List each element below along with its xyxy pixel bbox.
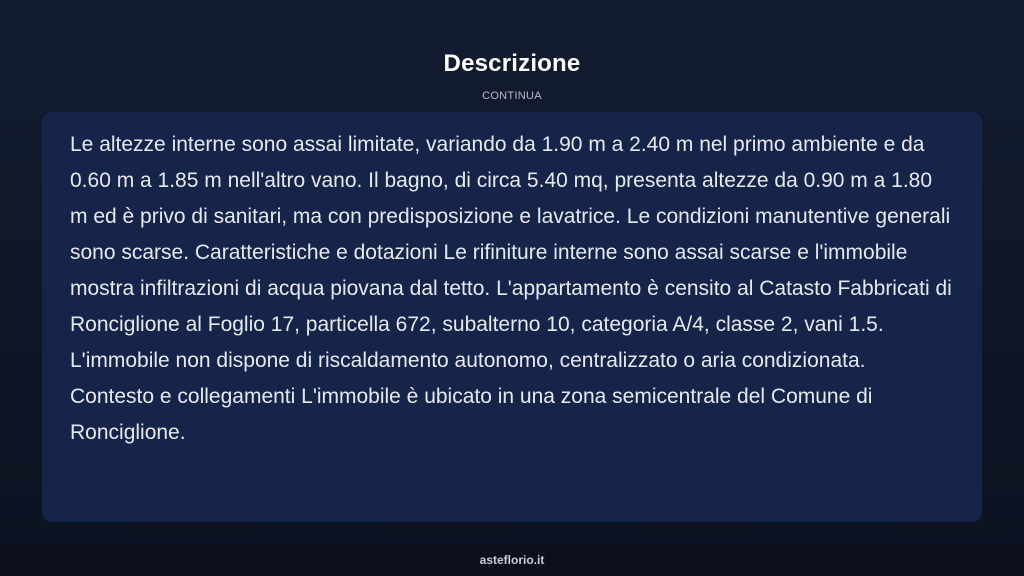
footer-bar <box>0 544 1024 576</box>
description-card <box>42 112 982 522</box>
site-label: asteflorio.it <box>479 553 545 567</box>
page-title: Descrizione <box>443 50 581 77</box>
page-subtitle: CONTINUA <box>482 90 542 102</box>
description-text: Le altezze interne sono assai limitate, variando da 1.90 m a 2.40 m nel primo ambiente e da 0.60 m a 1.85 m nell'altro vano. Il bagno, di circa 5.40 mq, presenta altezze da 0.90 m a 1.80 m ed è privo di sanitari, ma con predisposizione e lavatrice. Le condizioni manutentive generali sono scarse. Caratteristiche e dotazioni Le rifiniture interne sono assai scarse e l'immobile mostra infiltrazioni di acqua piovana dal tetto. L'appartamento è censito al Catasto Fabbricati di Ronciglione al Foglio 17, particella 672, subalterno 10, categoria A/4, classe 2, vani 1.5. L'immobile non dispone di riscaldamento autonomo, centralizzato o aria condizionata. Contesto e collegamenti L'immobile è ubicato in una zona semicentrale del Comune di Ronciglione. <box>70 133 952 444</box>
